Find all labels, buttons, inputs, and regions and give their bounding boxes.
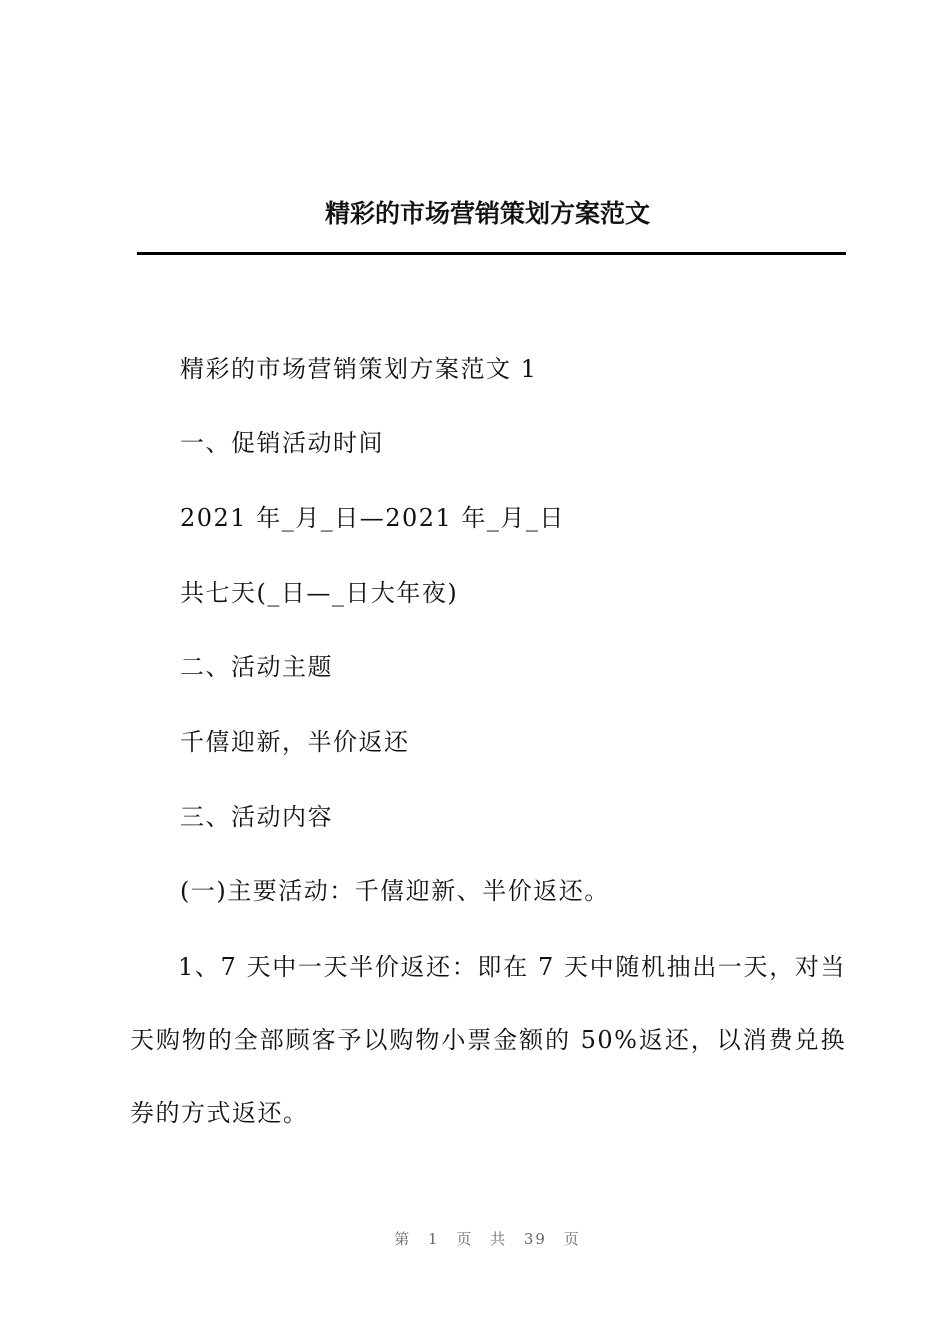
paragraph-body-text: 1、7 天中一天半价返还：即在 7 天中随机抽出一天，对当天购物的全部顾客予以购物小票金额的 50%返还，以消费兑换券的方式返还。 bbox=[130, 953, 846, 1127]
paragraph-main-activity: (一)主要活动：千僖迎新、半价返还。 bbox=[180, 877, 610, 905]
page-footer: 第 1 页 共 39 页 bbox=[394, 1230, 581, 1248]
document-title: 精彩的市场营销策划方案范文 bbox=[324, 199, 650, 228]
paragraph-section-theme: 二、活动主题 bbox=[180, 653, 333, 681]
paragraph-section-time: 一、促销活动时间 bbox=[180, 429, 384, 457]
title-divider bbox=[137, 252, 846, 255]
paragraph-section-content: 三、活动内容 bbox=[180, 803, 333, 831]
paragraph-heading: 精彩的市场营销策划方案范文 1 bbox=[180, 355, 538, 383]
paragraph-date-range: 2021 年_月_日—2021 年_月_日 bbox=[180, 504, 565, 532]
paragraph-duration: 共七天(_日—_日大年夜) bbox=[180, 579, 459, 607]
paragraph-theme-text: 千僖迎新，半价返还 bbox=[180, 728, 410, 756]
